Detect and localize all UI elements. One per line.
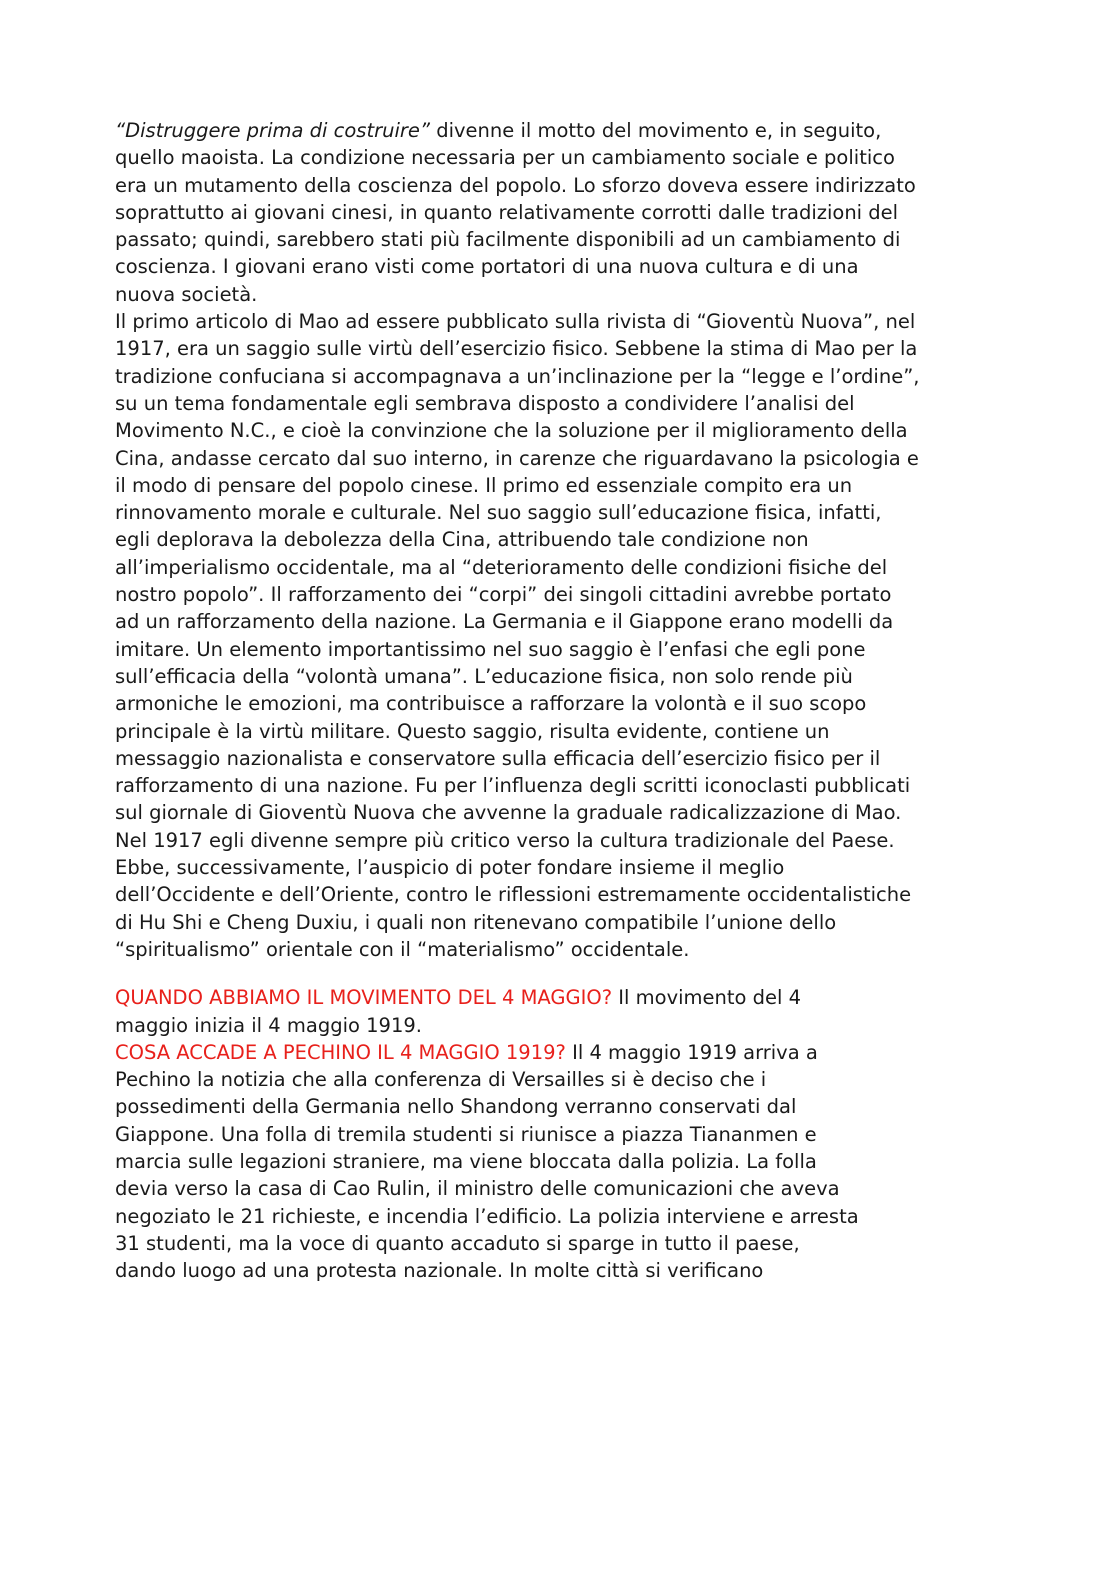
text-line: sull’efficacia della “volontà umana”. L’educazione fisica, non solo rende più: [115, 664, 853, 688]
document-body: [115, 117, 975, 1284]
text-line: negoziato le 21 richieste, e incendia l’edificio. La polizia interviene e arresta: [115, 1204, 859, 1228]
text-line: il modo di pensare del popolo cinese. Il primo ed essenziale compito era un: [115, 473, 853, 497]
question-heading: QUANDO ABBIAMO IL MOVIMENTO DEL 4 MAGGIO?: [115, 986, 613, 1010]
answer-text: Il 4 maggio 1919 arriva a: [565, 1040, 818, 1064]
text-line: Giappone. Una folla di tremila studenti si riunisce a piazza Tiananmen e: [115, 1122, 817, 1146]
text-line: 1917, era un saggio sulle virtù dell’esercizio fisico. Sebbene la stima di Mao per la: [115, 337, 918, 361]
text-line: coscienza. I giovani erano visti come portatori di una nuova cultura e di una: [115, 255, 859, 279]
question-answer-2: [115, 1039, 975, 1285]
text-line-rest: divenne il motto del movimento e, in seguito,: [430, 119, 882, 142]
question-heading: COSA ACCADE A PECHINO IL 4 MAGGIO 1919?: [115, 1040, 566, 1064]
answer-text: Il movimento del 4: [612, 986, 802, 1010]
question-answer-1: [115, 984, 975, 1039]
text-line: Movimento N.C., e cioè la convinzione che la soluzione per il miglioramento della: [115, 419, 908, 443]
text-line: rafforzamento di una nazione. Fu per l’influenza degli scritti iconoclasti pubblicati: [115, 774, 911, 798]
text-line: sul giornale di Gioventù Nuova che avvenne la graduale radicalizzazione di Mao.: [115, 801, 902, 825]
text-line: [115, 984, 975, 1011]
text-line: “spiritualismo” orientale con il “materialismo” occidentale.: [115, 937, 690, 961]
text-line: armoniche le emozioni, ma contribuisce a rafforzare la volontà e il suo scopo: [115, 692, 867, 716]
text-line: su un tema fondamentale egli sembrava disposto a condividere l’analisi del: [115, 391, 855, 415]
text-line: soprattutto ai giovani cinesi, in quanto relativamente corrotti dalle tradizioni del: [115, 200, 899, 224]
text-line: egli deplorava la debolezza della Cina, attribuendo tale condizione non: [115, 528, 809, 552]
text-line: messaggio nazionalista e conservatore sulla efficacia dell’esercizio fisico per il: [115, 746, 881, 770]
text-line: nuova società.: [115, 282, 258, 306]
text-line: di Hu Shi e Cheng Duxiu, i quali non ritenevano compatibile l’unione dello: [115, 910, 837, 934]
text-line: ad un rafforzamento della nazione. La Germania e il Giappone erano modelli da: [115, 610, 894, 634]
text-line: Il primo articolo di Mao ad essere pubblicato sulla rivista di “Gioventù Nuova”, nel: [115, 310, 916, 334]
paragraph-mao-article: [115, 117, 975, 963]
text-line: passato; quindi, sarebbero stati più facilmente disponibili ad un cambiamento di: [115, 228, 901, 252]
text-line: marcia sulle legazioni straniere, ma viene bloccata dalla polizia. La folla: [115, 1149, 817, 1173]
text-line: Pechino la notizia che alla conferenza di Versailles si è deciso che i: [115, 1068, 767, 1092]
text-line: tradizione confuciana si accompagnava a un’inclinazione per la “legge e l’ordine”,: [115, 364, 920, 388]
text-line: principale è la virtù militare. Questo saggio, risulta evidente, contiene un: [115, 719, 830, 743]
text-line: dell’Occidente e dell’Oriente, contro le riflessioni estremamente occidentalistiche: [115, 883, 912, 907]
text-line: nostro popolo”. Il rafforzamento dei “corpi” dei singoli cittadini avrebbe portato: [115, 583, 892, 607]
text-line: all’imperialismo occidentale, ma al “deterioramento delle condizioni fisiche del: [115, 555, 888, 579]
text-line: [115, 117, 975, 144]
text-line: quello maoista. La condizione necessaria per un cambiamento sociale e politico: [115, 146, 895, 170]
text-line: imitare. Un elemento importantissimo nel suo saggio è l’enfasi che egli pone: [115, 637, 866, 661]
text-line: era un mutamento della coscienza del popolo. Lo sforzo doveva essere indirizzato: [115, 173, 916, 197]
text-line: Cina, andasse cercato dal suo interno, in carenze che riguardavano la psicologia e: [115, 446, 919, 470]
text-line: possedimenti della Germania nello Shandong verranno conservati dal: [115, 1095, 797, 1119]
text-line: rinnovamento morale e culturale. Nel suo saggio sull’educazione fisica, infatti,: [115, 501, 882, 525]
text-line: [115, 1039, 975, 1066]
text-line: dando luogo ad una protesta nazionale. In molte città si verificano: [115, 1259, 764, 1283]
text-line: maggio inizia il 4 maggio 1919.: [115, 1013, 422, 1037]
text-line: devia verso la casa di Cao Rulin, il ministro delle comunicazioni che aveva: [115, 1177, 840, 1201]
motto-quote: “Distruggere prima di costruire”: [115, 119, 430, 142]
text-line: Nel 1917 egli divenne sempre più critico verso la cultura tradizionale del Paese.: [115, 828, 895, 852]
paragraph-gap: [115, 963, 975, 984]
text-line: 31 studenti, ma la voce di quanto accaduto si sparge in tutto il paese,: [115, 1231, 800, 1255]
text-line: Ebbe, successivamente, l’auspicio di poter fondare insieme il meglio: [115, 856, 785, 880]
